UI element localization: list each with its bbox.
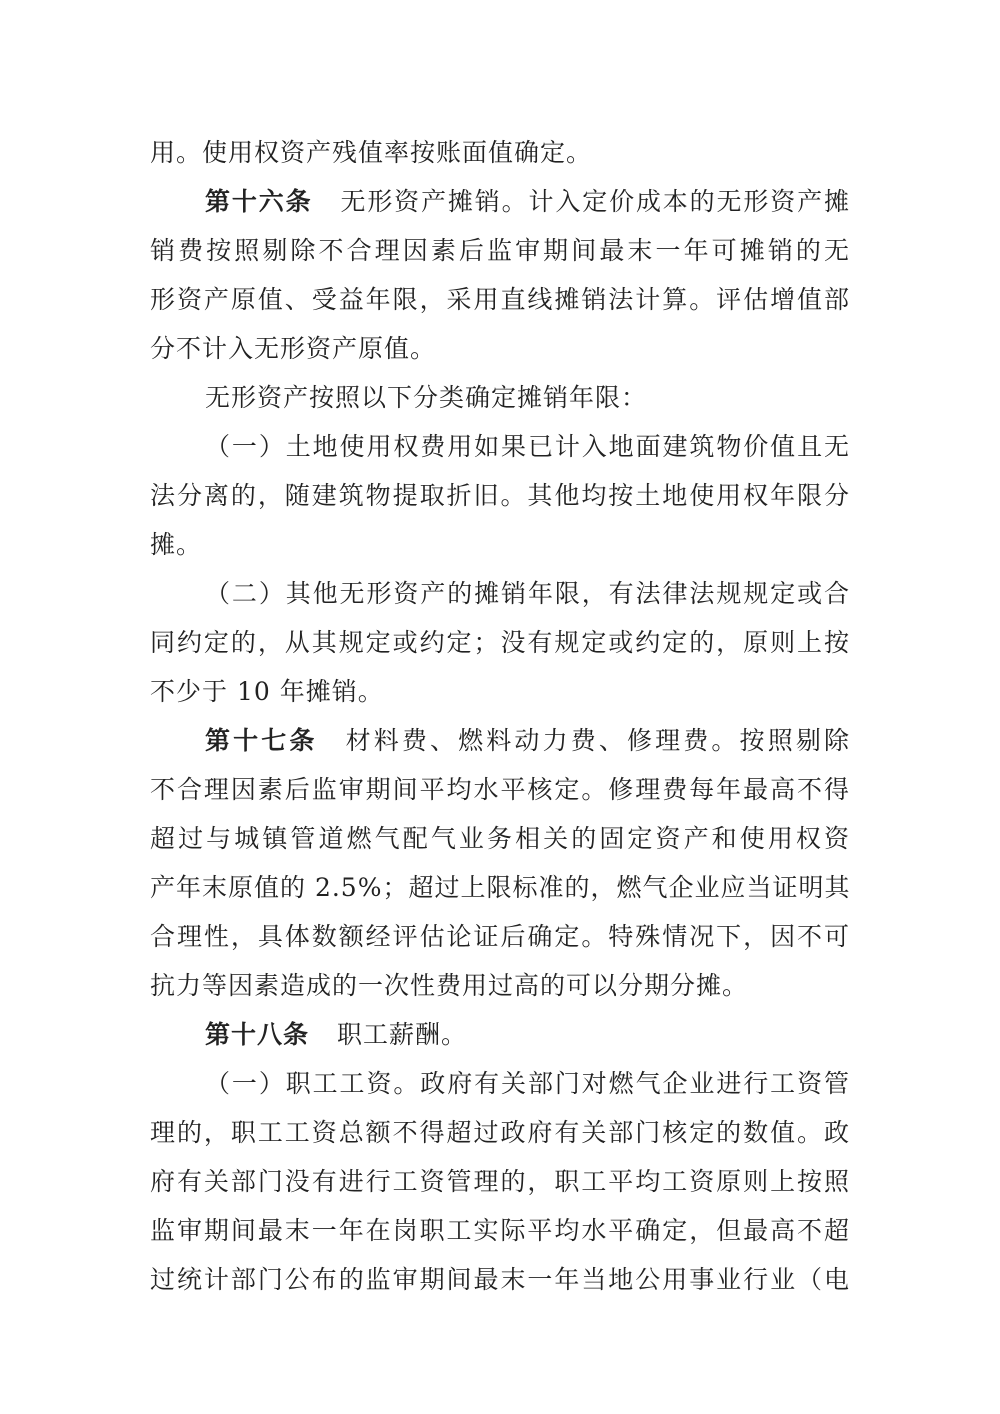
text-line xyxy=(150,1116,850,1150)
line-text: 合理性，具体数额经评估论证后确定。特殊情况下，因不可 xyxy=(150,922,850,951)
text-line xyxy=(205,381,850,415)
text-line xyxy=(150,136,850,170)
line-text: 分不计入无形资产原值。 xyxy=(150,334,437,363)
text-line xyxy=(150,1263,850,1297)
line-text: 职工薪酬。 xyxy=(337,1020,468,1049)
text-line xyxy=(150,332,850,366)
text-line xyxy=(205,577,850,611)
line-text: 用。使用权资产残值率按账面值确定。 xyxy=(150,138,593,167)
line-text: 产年末原值的 2.5%；超过上限标准的，燃气企业应当证明其 xyxy=(150,873,851,902)
article-heading: 第十六条 xyxy=(205,187,313,216)
line-text: 无形资产按照以下分类确定摊销年限： xyxy=(205,383,648,412)
line-text: 摊。 xyxy=(150,530,203,559)
text-line xyxy=(150,626,850,660)
line-text: 形资产原值、受益年限，采用直线摊销法计算。评估增值部 xyxy=(150,285,850,314)
text-line xyxy=(150,871,850,905)
text-line xyxy=(150,479,850,513)
text-line xyxy=(150,773,850,807)
line-text: 材料费、燃料动力费、修理费。按照剔除 xyxy=(345,726,850,755)
text-line xyxy=(150,283,850,317)
line-text: 无形资产摊销。计入定价成本的无形资产摊 xyxy=(340,187,850,216)
text-line xyxy=(205,185,850,219)
text-line xyxy=(150,528,850,562)
text-line xyxy=(205,430,850,464)
article-heading: 第十八条 xyxy=(205,1020,310,1049)
line-text: （一）职工工资。政府有关部门对燃气企业进行工资管 xyxy=(205,1069,850,1098)
article-heading: 第十七条 xyxy=(205,726,318,755)
line-text: 法分离的，随建筑物提取折旧。其他均按土地使用权年限分 xyxy=(150,481,850,510)
line-text: 过统计部门公布的监审期间最末一年当地公用事业行业（电 xyxy=(150,1265,850,1294)
text-line xyxy=(205,1067,850,1101)
text-line xyxy=(150,234,850,268)
text-line xyxy=(150,1165,850,1199)
line-text: 抗力等因素造成的一次性费用过高的可以分期分摊。 xyxy=(150,971,749,1000)
line-text: （一）土地使用权费用如果已计入地面建筑物价值且无 xyxy=(205,432,850,461)
line-text: 理的，职工工资总额不得超过政府有关部门核定的数值。政 xyxy=(150,1118,850,1147)
line-text: 监审期间最末一年在岗职工实际平均水平确定，但最高不超 xyxy=(150,1216,850,1245)
text-line xyxy=(205,1018,850,1052)
text-line xyxy=(205,724,850,758)
line-text: 不合理因素后监审期间平均水平核定。修理费每年最高不得 xyxy=(150,775,850,804)
text-line xyxy=(150,822,850,856)
line-text: 销费按照剔除不合理因素后监审期间最末一年可摊销的无 xyxy=(150,236,850,265)
line-text: （二）其他无形资产的摊销年限，有法律法规规定或合 xyxy=(205,579,850,608)
line-text: 不少于 10 年摊销。 xyxy=(150,677,384,706)
line-text: 超过与城镇管道燃气配气业务相关的固定资产和使用权资 xyxy=(150,824,850,853)
line-text: 同约定的，从其规定或约定；没有规定或约定的，原则上按 xyxy=(150,628,850,657)
text-line xyxy=(150,920,850,954)
line-text: 府有关部门没有进行工资管理的，职工平均工资原则上按照 xyxy=(150,1167,850,1196)
text-line xyxy=(150,1214,850,1248)
text-line xyxy=(150,969,850,1003)
text-line xyxy=(150,675,850,709)
